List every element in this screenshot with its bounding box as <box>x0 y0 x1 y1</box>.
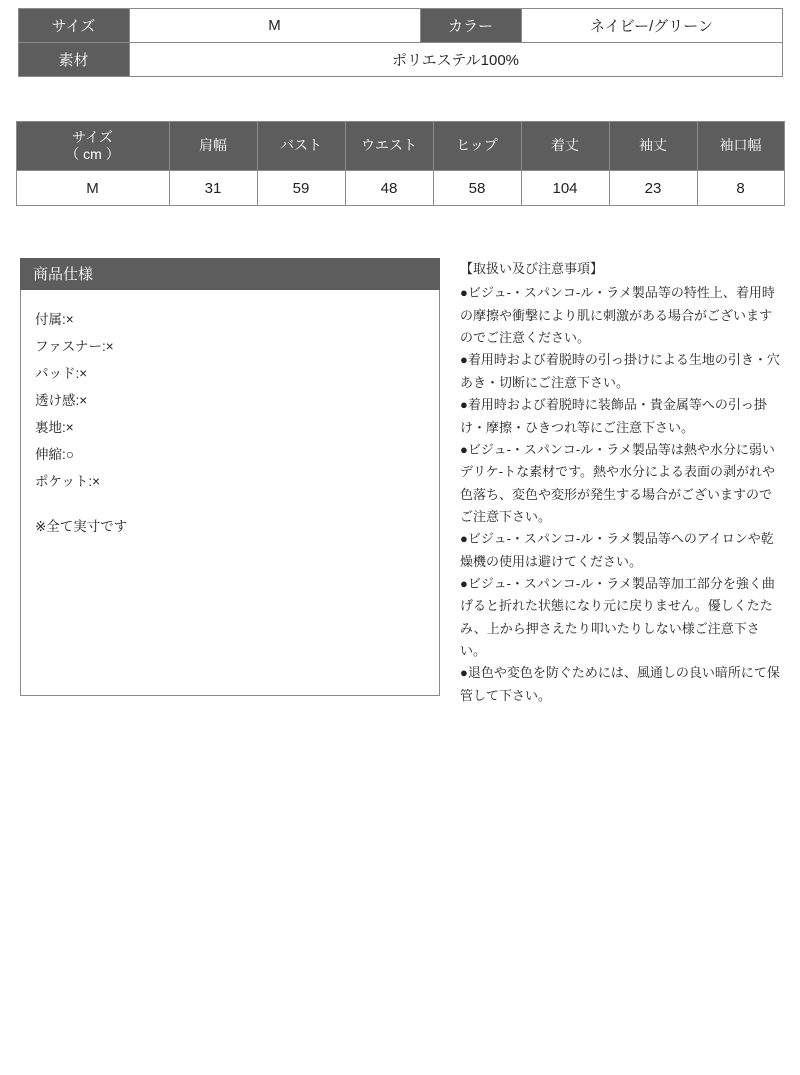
measure-header-bust: バスト <box>257 122 345 171</box>
caution-title: 【取扱い及び注意事項】 <box>460 261 604 276</box>
table-header-row <box>16 122 784 171</box>
list-item: ファスナー:× <box>35 339 114 354</box>
caution-panel <box>460 258 780 707</box>
caution-item: ●ビジュ‐・スパンコ‐ル・ラメ製品等加工部分を強く曲げると折れた状態になり元に戻りません。優しくたたみ、上から押さえたり叩いたりしない様ご注意下さい。 <box>460 576 775 659</box>
measure-value-waist: 48 <box>345 171 433 206</box>
measure-header-size <box>16 122 169 171</box>
caution-item: ●ビジュ‐・スパンコ‐ル・ラメ製品等の特性上、着用時の摩擦や衝撃により肌に刺激がある場合がございますのでご注意ください。 <box>460 285 775 346</box>
measurement-table <box>16 121 785 206</box>
product-detail-page <box>0 8 800 1075</box>
spec-label-color: カラー <box>420 9 521 43</box>
measure-header-waist: ウエスト <box>345 122 433 171</box>
list-item: 透け感:× <box>35 393 88 408</box>
measure-header-shoulder: 肩幅 <box>169 122 257 171</box>
measure-value-hip: 58 <box>433 171 521 206</box>
caution-item: ●退色や変色を防ぐためには、風通しの良い暗所にて保管して下さい。 <box>460 665 780 703</box>
spec-label-size: サイズ <box>18 9 129 43</box>
product-spec-body <box>20 290 440 696</box>
measure-header-cuff: 袖口幅 <box>697 122 784 171</box>
bottom-section <box>20 258 780 707</box>
list-item: ポケット:× <box>35 474 100 489</box>
measure-header-size-main: サイズ <box>72 128 113 145</box>
measure-value-cuff: 8 <box>697 171 784 206</box>
caution-item: ●ビジュ‐・スパンコ‐ル・ラメ製品等は熱や水分に弱いデリケ‐トな素材です。熱や水分による表面の剥がれや色落ち、変色や変形が発生する場合がございますのでご注意下さい。 <box>460 441 776 524</box>
measure-header-length: 着丈 <box>521 122 609 171</box>
list-item: パッド:× <box>35 366 88 381</box>
measure-value-bust: 59 <box>257 171 345 206</box>
list-item: 伸縮:○ <box>35 447 74 462</box>
measure-value-shoulder: 31 <box>169 171 257 206</box>
spec-value-material: ポリエステル100% <box>129 43 782 77</box>
list-item: 裏地:× <box>35 420 74 435</box>
spec-value-color: ネイビー/グリーン <box>521 9 782 43</box>
spec-value-size: M <box>129 9 420 43</box>
table-row <box>18 9 782 43</box>
measure-row-label: M <box>16 171 169 206</box>
measure-header-size-sub: （ cm ） <box>65 146 120 162</box>
caution-item: ●ビジュ‐・スパンコ‐ル・ラメ製品等へのアイロンや乾燥機の使用は避けてください。 <box>460 531 774 569</box>
product-spec-title: 商品仕様 <box>20 258 440 290</box>
measure-header-hip: ヒップ <box>433 122 521 171</box>
measure-value-sleeve: 23 <box>609 171 697 206</box>
measurement-section <box>0 121 800 206</box>
caution-item: ●着用時および着脱時の引っ掛けによる生地の引き・穴あき・切断にご注意下さい。 <box>460 352 780 390</box>
product-spec-note: ※全て実寸です <box>35 519 128 534</box>
list-item: 付属:× <box>35 312 74 327</box>
spec-table <box>18 8 783 77</box>
measure-header-sleeve: 袖丈 <box>609 122 697 171</box>
table-row <box>18 43 782 77</box>
measure-value-length: 104 <box>521 171 609 206</box>
table-row <box>16 171 784 206</box>
caution-item: ●着用時および着脱時に装飾品・貴金属等への引っ掛け・摩擦・ひきつれ等にご注意下さい。 <box>460 397 767 435</box>
spec-label-material: 素材 <box>18 43 129 77</box>
product-spec-panel <box>20 258 440 696</box>
